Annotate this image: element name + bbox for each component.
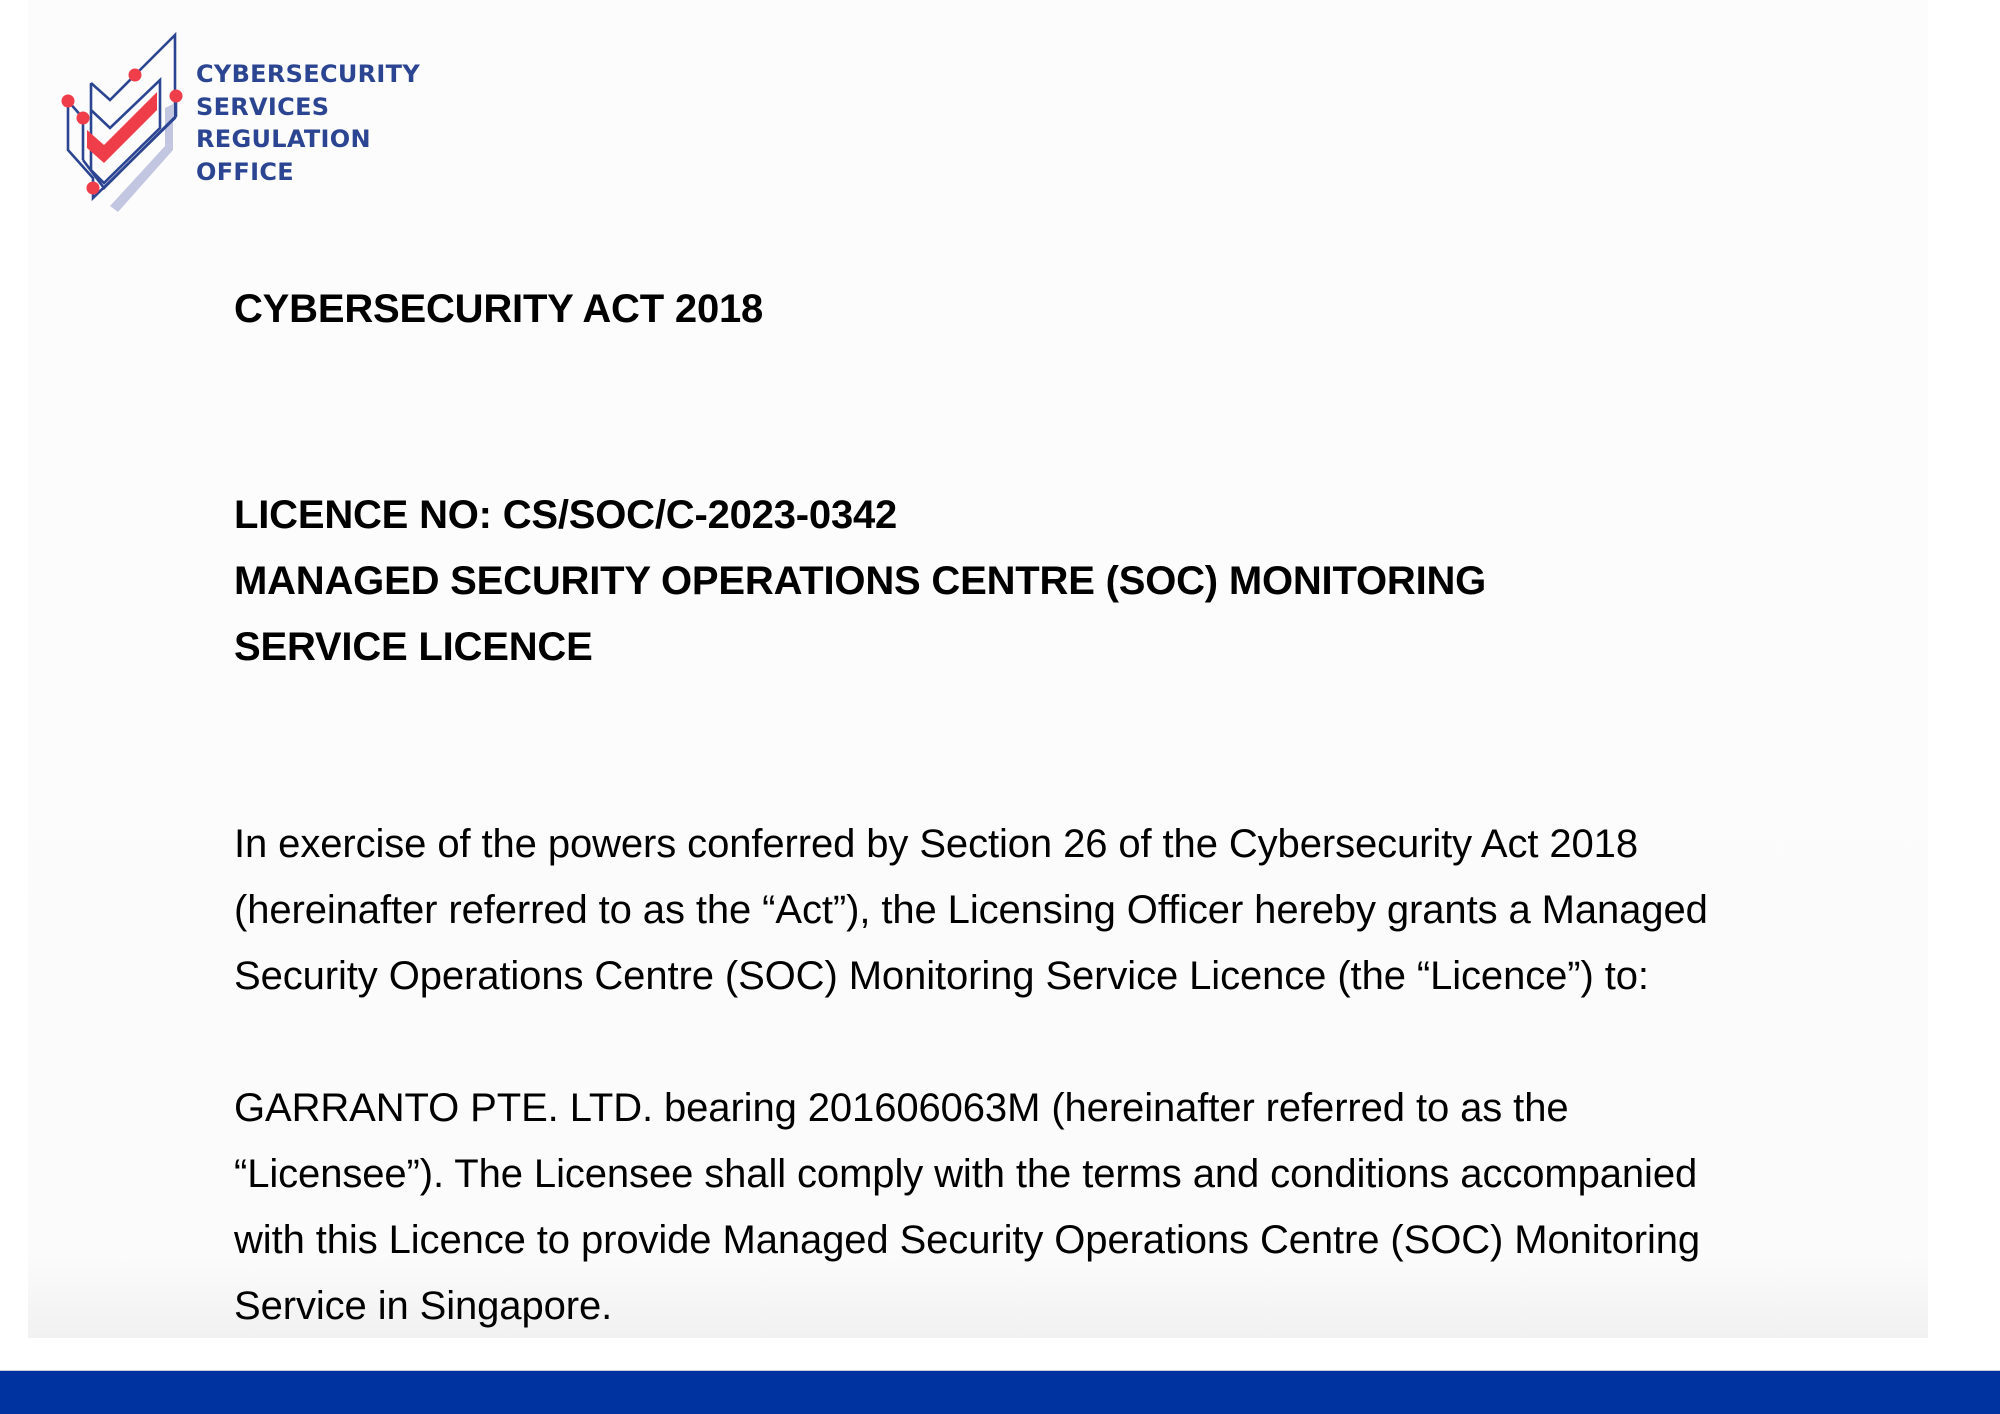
logo bbox=[55, 28, 435, 218]
logo-text bbox=[196, 58, 420, 188]
act-title: CYBERSECURITY ACT 2018 bbox=[234, 287, 764, 331]
paragraph-line: Service in Singapore. bbox=[234, 1284, 613, 1328]
licence-type-line: SERVICE LICENCE bbox=[234, 625, 593, 669]
paragraph-line: In exercise of the powers conferred by Section 26 of the Cybersecurity Act 2018 bbox=[234, 822, 1638, 866]
checkmark-shield-circuit-icon bbox=[55, 28, 195, 218]
licence-type-line: MANAGED SECURITY OPERATIONS CENTRE (SOC) MONITORING bbox=[234, 559, 1487, 603]
licensee-paragraph bbox=[234, 1075, 1700, 1339]
paragraph-line: Security Operations Centre (SOC) Monitoring Service Licence (the “Licence”) to: bbox=[234, 954, 1649, 998]
grant-paragraph bbox=[234, 811, 1708, 1009]
logo-text-line: OFFICE bbox=[196, 157, 294, 186]
logo-text-line: SERVICES bbox=[196, 92, 330, 121]
paragraph-line: GARRANTO PTE. LTD. bearing 201606063M (hereinafter referred to as the bbox=[234, 1086, 1569, 1130]
footer-bar bbox=[0, 1371, 2000, 1414]
logo-text-line: CYBERSECURITY bbox=[196, 60, 421, 88]
logo-text-line: REGULATION bbox=[196, 125, 371, 153]
licence-heading bbox=[234, 482, 1486, 680]
paragraph-line: “Licensee”). The Licensee shall comply with the terms and conditions accompanied bbox=[234, 1152, 1698, 1196]
paragraph-line: with this Licence to provide Managed Security Operations Centre (SOC) Monitoring bbox=[234, 1218, 1701, 1262]
licence-number-line: LICENCE NO: CS/SOC/C-2023-0342 bbox=[234, 493, 898, 537]
paragraph-line: (hereinafter referred to as the “Act”), the Licensing Officer hereby grants a Managed bbox=[234, 888, 1708, 932]
